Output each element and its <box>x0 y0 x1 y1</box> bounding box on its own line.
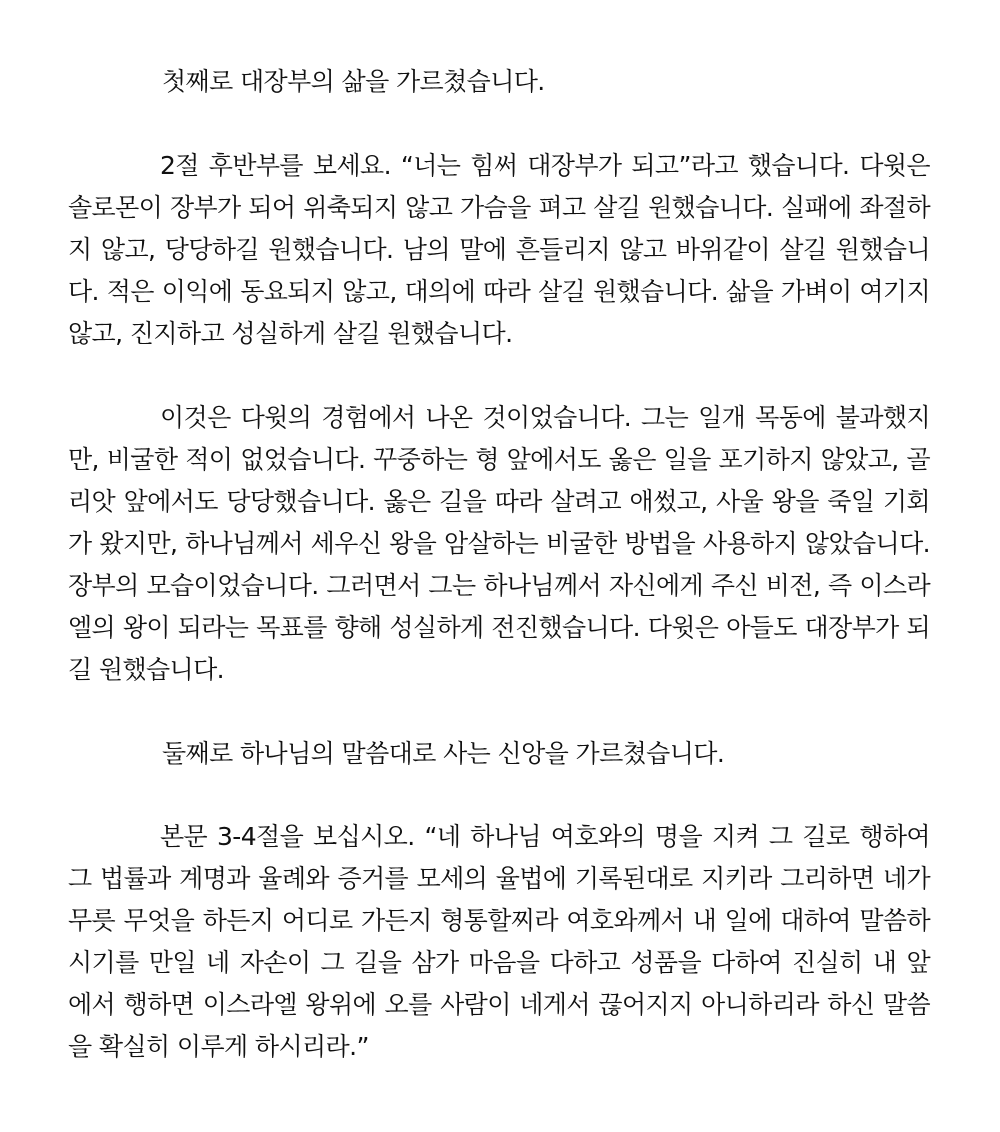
paragraph-line: 가 왔지만, 하나님께서 세우신 왕을 암살하는 비굴한 방법을 사용하지 않았습니다. <box>68 529 930 558</box>
paragraph-line: 그 법률과 계명과 율례와 증거를 모세의 율법에 기록된대로 지키라 그리하면 네가 <box>68 864 930 893</box>
paragraph-line: 길 원했습니다. <box>68 655 224 684</box>
heading-line: 둘째로 하나님의 말씀대로 사는 신앙을 가르쳤습니다. <box>162 739 725 768</box>
paragraph-2 <box>68 397 930 691</box>
paragraph-line: 리앗 앞에서도 당당했습니다. 옳은 길을 따라 살려고 애썼고, 사울 왕을 죽일 기회 <box>68 487 930 516</box>
paragraph-line: 다. 적은 이익에 동요되지 않고, 대의에 따라 살길 원했습니다. 삶을 가벼이 여기지 <box>68 277 930 306</box>
paragraph-line: 지 않고, 당당하길 원했습니다. 남의 말에 흔들리지 않고 바위같이 살길 원했습니 <box>68 235 930 264</box>
paragraph-line: 을 확실히 이루게 하시리라.” <box>68 1032 369 1061</box>
paragraph-1 <box>68 145 930 355</box>
paragraph-line: 않고, 진지하고 성실하게 살길 원했습니다. <box>68 319 513 348</box>
paragraph-line: 이것은 다윗의 경험에서 나온 것이었습니다. 그는 일개 목동에 불과했지 <box>160 403 930 432</box>
paragraph-line: 만, 비굴한 적이 없었습니다. 꾸중하는 형 앞에서도 옳은 일을 포기하지 않았고, 골 <box>68 445 930 474</box>
section-heading-2 <box>68 733 930 775</box>
heading-line: 첫째로 대장부의 삶을 가르쳤습니다. <box>162 67 545 96</box>
paragraph-line: 본문 3-4절을 보십시오. “네 하나님 여호와의 명을 지켜 그 길로 행하여 <box>160 822 930 851</box>
paragraph-line: 장부의 모습이었습니다. 그러면서 그는 하나님께서 자신에게 주신 비전, 즉 이스라 <box>68 571 930 600</box>
paragraph-line: 무릇 무엇을 하든지 어디로 가든지 형통할찌라 여호와께서 내 일에 대하여 말씀하 <box>68 906 930 935</box>
paragraph-line: 에서 행하면 이스라엘 왕위에 오를 사람이 네게서 끊어지지 아니하리라 하신 말씀 <box>68 990 930 1019</box>
paragraph-3 <box>68 816 930 1068</box>
paragraph-line: 시기를 만일 네 자손이 그 길을 삼가 마음을 다하고 성품을 다하여 진실히 내 앞 <box>68 948 930 977</box>
paragraph-line: 솔로몬이 장부가 되어 위축되지 않고 가슴을 펴고 살길 원했습니다. 실패에 좌절하 <box>68 193 930 222</box>
section-heading-1 <box>68 61 930 103</box>
paragraph-line: 엘의 왕이 되라는 목표를 향해 성실하게 전진했습니다. 다윗은 아들도 대장부가 되 <box>68 613 930 642</box>
paragraph-line: 2절 후반부를 보세요. “너는 힘써 대장부가 되고”라고 했습니다. 다윗은 <box>160 151 930 180</box>
